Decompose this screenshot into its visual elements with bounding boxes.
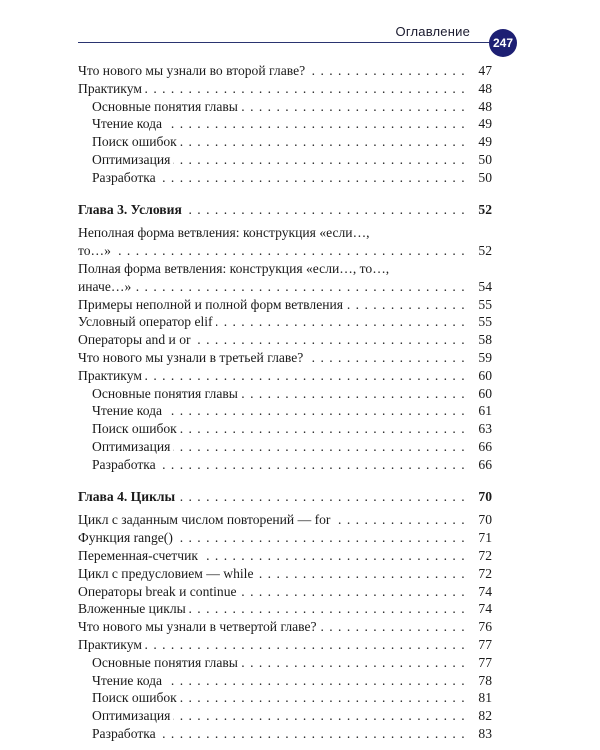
page-header xyxy=(78,22,498,43)
toc-page: 66 xyxy=(464,456,492,474)
toc-entry[interactable]: Функция range() 71 . . . xyxy=(78,529,492,547)
toc-page: 49 xyxy=(464,115,492,133)
toc-page: 58 xyxy=(464,331,492,349)
toc-page: 55 xyxy=(464,313,492,331)
toc-subentry[interactable]: Разработка 83 . . . xyxy=(78,725,492,743)
toc-page: 76 xyxy=(464,618,492,636)
toc-subentry[interactable]: Оптимизация 50 . . . xyxy=(78,151,492,169)
toc-page: 83 xyxy=(464,725,492,743)
section-gap xyxy=(78,474,492,488)
toc-entry[interactable]: Полная форма ветвления: конструкция «если…, то…, xyxy=(78,260,492,278)
toc-page: 59 xyxy=(464,349,492,367)
toc-subentry[interactable]: Чтение кода 49 . . . xyxy=(78,115,492,133)
section-gap xyxy=(78,187,492,201)
toc-page: 63 xyxy=(464,420,492,438)
toc-page: 77 xyxy=(464,636,492,654)
toc-subentry[interactable]: Чтение кода 78 . . . xyxy=(78,672,492,690)
toc-page: 82 xyxy=(464,707,492,725)
toc-page: 60 xyxy=(464,367,492,385)
toc-page: 71 xyxy=(464,529,492,547)
toc-page: 48 xyxy=(464,80,492,98)
toc-subentry[interactable]: Разработка 50 . . . xyxy=(78,169,492,187)
toc-subentry[interactable]: Поиск ошибок 81 . . . xyxy=(78,689,492,707)
toc-page: 66 xyxy=(464,438,492,456)
toc-entry[interactable]: Неполная форма ветвления: конструкция «если…, xyxy=(78,224,492,242)
toc-entry-continued[interactable]: то…» 52 . . . xyxy=(78,242,492,260)
toc-entry[interactable]: Цикл с заданным числом повторений — for 70 . . . xyxy=(78,511,492,529)
toc-subentry[interactable]: Основные понятия главы 48 . . . xyxy=(78,98,492,116)
toc-chapter-3[interactable]: Глава 3. Условия 52 . . . xyxy=(78,201,492,219)
toc-page: 52 xyxy=(464,201,492,219)
toc-page: 47 xyxy=(464,62,492,80)
toc-subentry[interactable]: Разработка 66 . . . xyxy=(78,456,492,474)
toc-entry[interactable]: Операторы and и or 58 . . . xyxy=(78,331,492,349)
toc-subentry[interactable]: Основные понятия главы 77 . . . xyxy=(78,654,492,672)
header-title: Оглавление xyxy=(395,24,470,39)
toc-page: 54 xyxy=(464,278,492,296)
toc-page: 52 xyxy=(464,242,492,260)
toc-entry[interactable]: Вложенные циклы 74 . . . xyxy=(78,600,492,618)
toc-chapter-4[interactable]: Глава 4. Циклы 70 . . . xyxy=(78,488,492,506)
toc-subentry[interactable]: Поиск ошибок 63 . . . xyxy=(78,420,492,438)
toc-entry[interactable]: Практикум 48 . . . xyxy=(78,80,492,98)
toc-subentry[interactable]: Оптимизация 82 . . . xyxy=(78,707,492,725)
toc-entry[interactable]: Практикум 77 . . . xyxy=(78,636,492,654)
toc-entry[interactable]: Практикум 60 . . . xyxy=(78,367,492,385)
toc-page: 81 xyxy=(464,689,492,707)
toc-subentry[interactable]: Чтение кода 61 . . . xyxy=(78,402,492,420)
toc-entry-continued[interactable]: иначе…» 54 . . . xyxy=(78,278,492,296)
toc-page: 70 xyxy=(464,488,492,506)
toc-subentry[interactable]: Основные понятия главы 60 . . . xyxy=(78,385,492,403)
toc-entry[interactable]: Что нового мы узнали в четвертой главе? 76 . . . xyxy=(78,618,492,636)
toc-entry[interactable]: Переменная-счетчик 72 . . . xyxy=(78,547,492,565)
toc-entry[interactable]: Примеры неполной и полной форм ветвления 55 . . . xyxy=(78,296,492,314)
toc-subentry[interactable]: Поиск ошибок 49 . . . xyxy=(78,133,492,151)
toc-page: 60 xyxy=(464,385,492,403)
toc-page: 50 xyxy=(464,151,492,169)
page-number-badge: 247 xyxy=(489,29,517,57)
table-of-contents xyxy=(78,62,492,743)
toc-entry[interactable]: Цикл с предусловием — while 72 . . . xyxy=(78,565,492,583)
toc-page: 74 xyxy=(464,583,492,601)
toc-page: 77 xyxy=(464,654,492,672)
toc-page: 78 xyxy=(464,672,492,690)
toc-entry[interactable]: Операторы break и continue 74 . . . xyxy=(78,583,492,601)
toc-page: 49 xyxy=(464,133,492,151)
toc-entry[interactable]: Что нового мы узнали во второй главе? 47 . . . xyxy=(78,62,492,80)
toc-page: 74 xyxy=(464,600,492,618)
toc-subentry[interactable]: Оптимизация 66 . . . xyxy=(78,438,492,456)
toc-entry[interactable]: Что нового мы узнали в третьей главе? 59 . . . xyxy=(78,349,492,367)
toc-page: 50 xyxy=(464,169,492,187)
toc-page: 61 xyxy=(464,402,492,420)
toc-page: 48 xyxy=(464,98,492,116)
toc-entry[interactable]: Условный оператор elif 55 . . . xyxy=(78,313,492,331)
toc-page: 70 xyxy=(464,511,492,529)
toc-page: 72 xyxy=(464,547,492,565)
toc-page: 72 xyxy=(464,565,492,583)
toc-page: 55 xyxy=(464,296,492,314)
